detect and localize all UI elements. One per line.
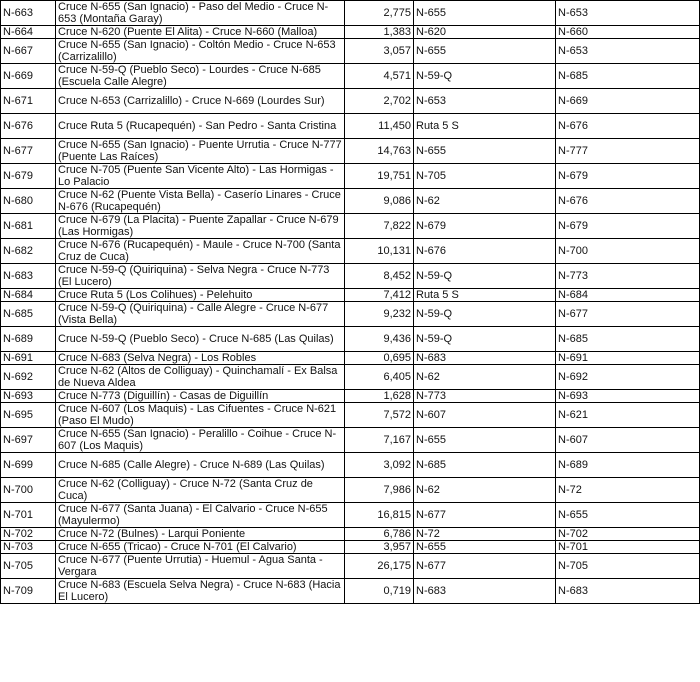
- road-length: 1,628: [345, 390, 414, 403]
- table-row: [1, 39, 700, 64]
- road-start: N-683: [414, 579, 556, 604]
- road-name: Cruce N-773 (Diguillín) - Casas de Diguillín: [56, 390, 345, 403]
- table-row: [1, 403, 700, 428]
- table-row: [1, 114, 700, 139]
- road-code: N-676: [1, 114, 56, 139]
- road-code: N-697: [1, 428, 56, 453]
- road-end: N-689: [556, 453, 700, 478]
- table-row: [1, 390, 700, 403]
- road-code: N-692: [1, 365, 56, 390]
- table-row: [1, 352, 700, 365]
- table-row: [1, 214, 700, 239]
- road-start: N-655: [414, 139, 556, 164]
- road-code: N-703: [1, 541, 56, 554]
- road-name: Cruce N-655 (San Ignacio) - Peralillo - Coihue - Cruce N-607 (Los Maquis): [56, 428, 345, 453]
- road-start: N-685: [414, 453, 556, 478]
- road-end: N-705: [556, 554, 700, 579]
- road-end: N-653: [556, 39, 700, 64]
- road-name: Cruce N-655 (San Ignacio) - Puente Urrutia - Cruce N-777 (Puente Las Raíces): [56, 139, 345, 164]
- road-name: Cruce N-677 (Puente Urrutia) - Huemul - Agua Santa - Vergara: [56, 554, 345, 579]
- road-end: N-685: [556, 64, 700, 89]
- table-row: [1, 89, 700, 114]
- table-row: [1, 139, 700, 164]
- road-name: Cruce N-607 (Los Maquis) - Las Cifuentes - Cruce N-621 (Paso El Mudo): [56, 403, 345, 428]
- table-row: [1, 554, 700, 579]
- road-code: N-689: [1, 327, 56, 352]
- road-end: N-607: [556, 428, 700, 453]
- road-end: N-621: [556, 403, 700, 428]
- road-length: 14,763: [345, 139, 414, 164]
- table-row: [1, 478, 700, 503]
- road-name: Cruce N-59-Q (Quiriquina) - Selva Negra - Cruce N-773 (El Lucero): [56, 264, 345, 289]
- table-row: [1, 428, 700, 453]
- road-length: 1,383: [345, 26, 414, 39]
- road-code: N-681: [1, 214, 56, 239]
- road-start: N-59-Q: [414, 64, 556, 89]
- road-name: Cruce Ruta 5 (Los Colihues) - Pelehuito: [56, 289, 345, 302]
- road-code: N-705: [1, 554, 56, 579]
- road-name: Cruce N-62 (Colliguay) - Cruce N-72 (Santa Cruz de Cuca): [56, 478, 345, 503]
- road-name: Cruce N-685 (Calle Alegre) - Cruce N-689 (Las Quilas): [56, 453, 345, 478]
- road-name: Cruce N-683 (Selva Negra) - Los Robles: [56, 352, 345, 365]
- road-end: N-679: [556, 214, 700, 239]
- road-code: N-699: [1, 453, 56, 478]
- road-name: Cruce Ruta 5 (Rucapequén) - San Pedro - Santa Cristina: [56, 114, 345, 139]
- road-code: N-664: [1, 26, 56, 39]
- road-end: N-692: [556, 365, 700, 390]
- table-row: [1, 528, 700, 541]
- road-length: 3,092: [345, 453, 414, 478]
- road-code: N-680: [1, 189, 56, 214]
- road-length: 8,452: [345, 264, 414, 289]
- road-name: Cruce N-683 (Escuela Selva Negra) - Cruce N-683 (Hacia El Lucero): [56, 579, 345, 604]
- road-length: 7,167: [345, 428, 414, 453]
- road-length: 16,815: [345, 503, 414, 528]
- road-end: N-773: [556, 264, 700, 289]
- road-name: Cruce N-62 (Altos de Colliguay) - Quinchamalí - Ex Balsa de Nueva Aldea: [56, 365, 345, 390]
- road-name: Cruce N-59-Q (Pueblo Seco) - Lourdes - Cruce N-685 (Escuela Calle Alegre): [56, 64, 345, 89]
- road-end: N-660: [556, 26, 700, 39]
- road-length: 7,822: [345, 214, 414, 239]
- road-length: 7,986: [345, 478, 414, 503]
- road-code: N-677: [1, 139, 56, 164]
- table-row: [1, 1, 700, 26]
- road-start: N-620: [414, 26, 556, 39]
- table-row: [1, 365, 700, 390]
- road-length: 19,751: [345, 164, 414, 189]
- table-row: [1, 579, 700, 604]
- table-row: [1, 264, 700, 289]
- road-code: N-693: [1, 390, 56, 403]
- road-length: 2,775: [345, 1, 414, 26]
- road-start: N-59-Q: [414, 302, 556, 327]
- road-name: Cruce N-655 (San Ignacio) - Coltón Medio - Cruce N-653 (Carrizalillo): [56, 39, 345, 64]
- road-start: N-677: [414, 503, 556, 528]
- road-start: N-62: [414, 365, 556, 390]
- road-length: 3,957: [345, 541, 414, 554]
- road-code: N-702: [1, 528, 56, 541]
- road-length: 0,719: [345, 579, 414, 604]
- road-start: N-653: [414, 89, 556, 114]
- road-code: N-683: [1, 264, 56, 289]
- road-code: N-671: [1, 89, 56, 114]
- road-name: Cruce N-653 (Carrizalillo) - Cruce N-669 (Lourdes Sur): [56, 89, 345, 114]
- road-start: Ruta 5 S: [414, 289, 556, 302]
- road-end: N-679: [556, 164, 700, 189]
- road-start: N-679: [414, 214, 556, 239]
- table-row: [1, 189, 700, 214]
- road-end: N-693: [556, 390, 700, 403]
- road-start: N-655: [414, 1, 556, 26]
- table-row: [1, 453, 700, 478]
- table-row: [1, 26, 700, 39]
- road-start: N-773: [414, 390, 556, 403]
- road-length: 26,175: [345, 554, 414, 579]
- road-start: N-655: [414, 39, 556, 64]
- road-end: N-685: [556, 327, 700, 352]
- road-code: N-663: [1, 1, 56, 26]
- road-end: N-676: [556, 189, 700, 214]
- road-end: N-777: [556, 139, 700, 164]
- road-code: N-685: [1, 302, 56, 327]
- road-length: 6,786: [345, 528, 414, 541]
- road-start: N-683: [414, 352, 556, 365]
- road-start: N-59-Q: [414, 264, 556, 289]
- table-row: [1, 327, 700, 352]
- road-end: N-653: [556, 1, 700, 26]
- road-end: N-676: [556, 114, 700, 139]
- road-code: N-684: [1, 289, 56, 302]
- road-name: Cruce N-655 (Tricao) - Cruce N-701 (El Calvario): [56, 541, 345, 554]
- road-start: N-705: [414, 164, 556, 189]
- road-name: Cruce N-655 (San Ignacio) - Paso del Medio - Cruce N-653 (Montaña Garay): [56, 1, 345, 26]
- table-row: [1, 541, 700, 554]
- road-length: 9,436: [345, 327, 414, 352]
- table-row: [1, 64, 700, 89]
- road-code: N-667: [1, 39, 56, 64]
- road-end: N-677: [556, 302, 700, 327]
- road-end: N-72: [556, 478, 700, 503]
- road-end: N-700: [556, 239, 700, 264]
- road-code: N-695: [1, 403, 56, 428]
- road-end: N-683: [556, 579, 700, 604]
- road-name: Cruce N-72 (Bulnes) - Larqui Poniente: [56, 528, 345, 541]
- road-length: 3,057: [345, 39, 414, 64]
- road-end: N-669: [556, 89, 700, 114]
- road-length: 0,695: [345, 352, 414, 365]
- road-code: N-701: [1, 503, 56, 528]
- road-length: 10,131: [345, 239, 414, 264]
- road-name: Cruce N-677 (Santa Juana) - El Calvario - Cruce N-655 (Mayulermo): [56, 503, 345, 528]
- road-name: Cruce N-59-Q (Quiriquina) - Calle Alegre - Cruce N-677 (Vista Bella): [56, 302, 345, 327]
- road-name: Cruce N-676 (Rucapequén) - Maule - Cruce N-700 (Santa Cruz de Cuca): [56, 239, 345, 264]
- road-start: N-59-Q: [414, 327, 556, 352]
- road-name: Cruce N-705 (Puente San Vicente Alto) - Las Hormigas - Lo Palacio: [56, 164, 345, 189]
- road-code: N-700: [1, 478, 56, 503]
- road-code: N-709: [1, 579, 56, 604]
- road-end: N-691: [556, 352, 700, 365]
- road-length: 7,412: [345, 289, 414, 302]
- road-start: N-607: [414, 403, 556, 428]
- road-length: 9,086: [345, 189, 414, 214]
- road-start: N-72: [414, 528, 556, 541]
- road-length: 11,450: [345, 114, 414, 139]
- road-code: N-691: [1, 352, 56, 365]
- road-end: N-701: [556, 541, 700, 554]
- road-code: N-669: [1, 64, 56, 89]
- road-length: 7,572: [345, 403, 414, 428]
- table-row: [1, 164, 700, 189]
- road-length: 6,405: [345, 365, 414, 390]
- road-start: N-62: [414, 189, 556, 214]
- table-row: [1, 289, 700, 302]
- table-row: [1, 239, 700, 264]
- road-name: Cruce N-620 (Puente El Alita) - Cruce N-660 (Malloa): [56, 26, 345, 39]
- road-length: 4,571: [345, 64, 414, 89]
- road-name: Cruce N-679 (La Placita) - Puente Zapallar - Cruce N-679 (Las Hormigas): [56, 214, 345, 239]
- table-row: [1, 503, 700, 528]
- table-row: [1, 302, 700, 327]
- road-start: N-677: [414, 554, 556, 579]
- road-end: N-655: [556, 503, 700, 528]
- road-start: Ruta 5 S: [414, 114, 556, 139]
- road-length: 9,232: [345, 302, 414, 327]
- road-start: N-676: [414, 239, 556, 264]
- road-start: N-62: [414, 478, 556, 503]
- road-code: N-679: [1, 164, 56, 189]
- road-end: N-702: [556, 528, 700, 541]
- road-start: N-655: [414, 428, 556, 453]
- road-name: Cruce N-59-Q (Pueblo Seco) - Cruce N-685 (Las Quilas): [56, 327, 345, 352]
- road-start: N-655: [414, 541, 556, 554]
- road-code: N-682: [1, 239, 56, 264]
- road-name: Cruce N-62 (Puente Vista Bella) - Caserío Linares - Cruce N-676 (Rucapequén): [56, 189, 345, 214]
- road-end: N-684: [556, 289, 700, 302]
- road-length: 2,702: [345, 89, 414, 114]
